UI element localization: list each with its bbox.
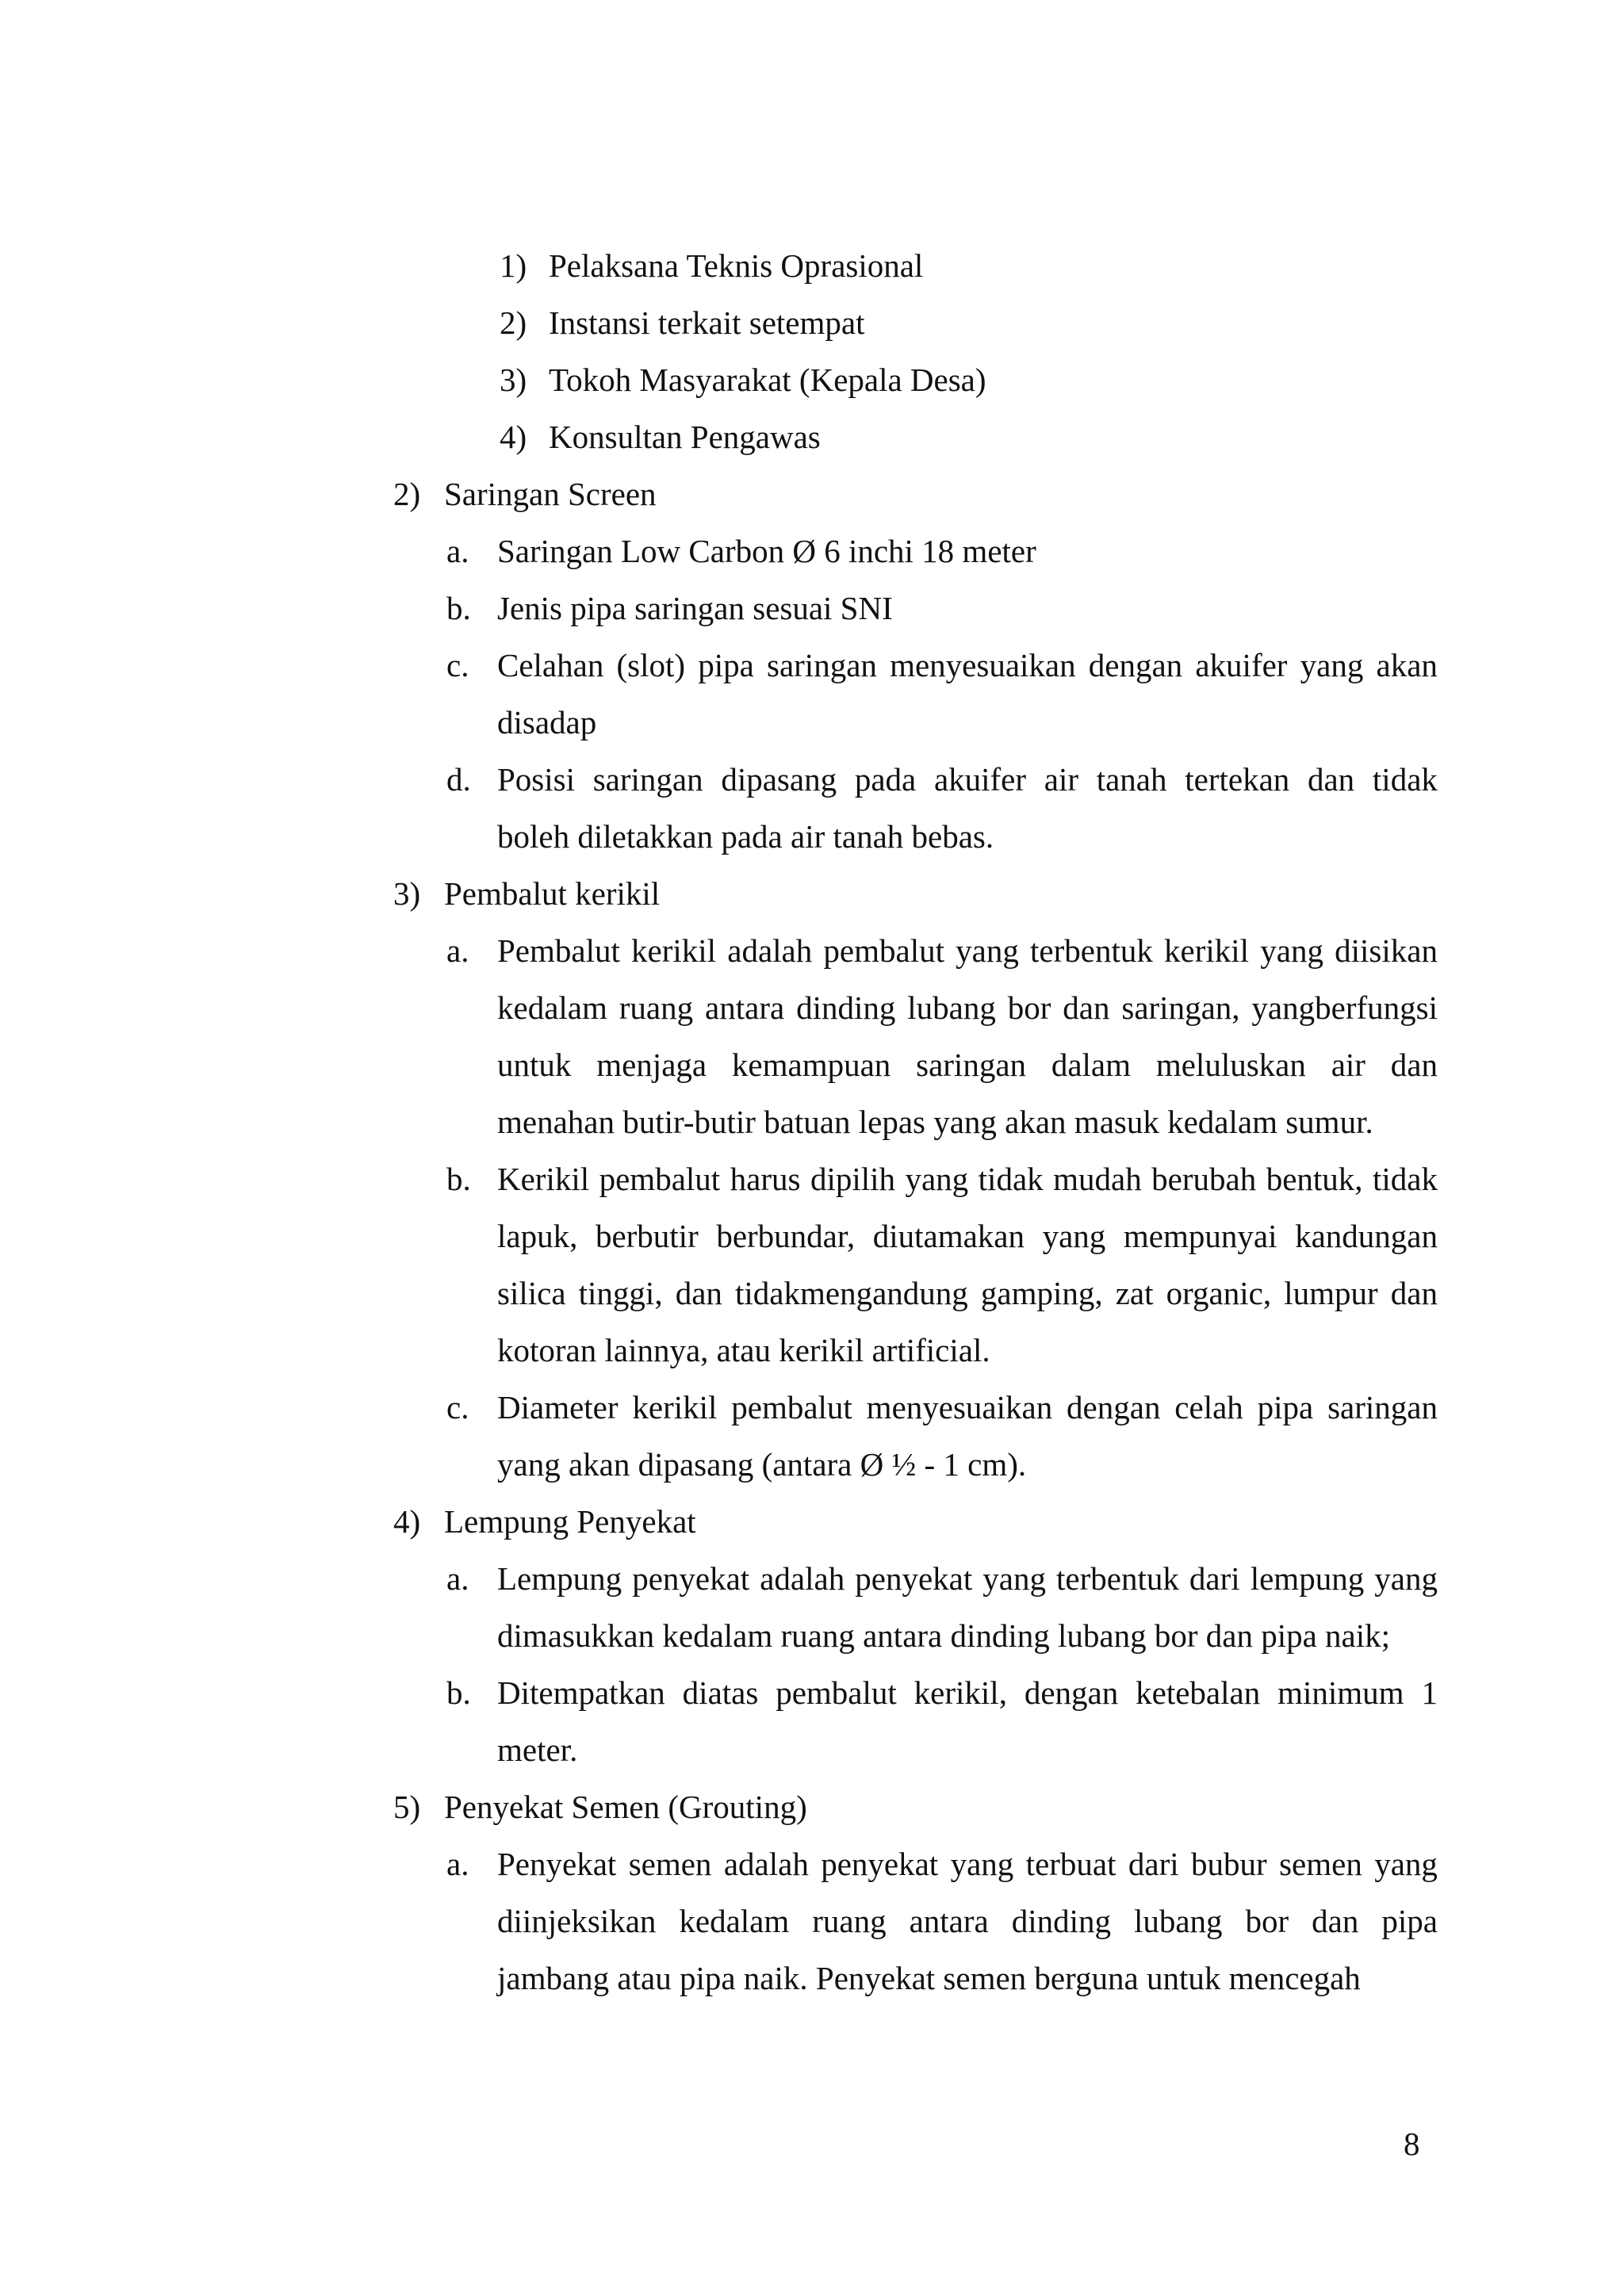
list-item-line	[0, 1559, 1624, 1617]
line-text: Lempung penyekat adalah penyekat yang terbentuk dari lempung yang	[497, 1560, 1438, 1597]
line-text: Ditempatkan diatas pembalut kerikil, dengan ketebalan minimum 1	[497, 1674, 1438, 1711]
line-text: menahan butir-butir batuan lepas yang akan masuk kedalam sumur.	[497, 1104, 1373, 1140]
section-heading	[0, 1502, 1624, 1559]
list-item-line	[0, 817, 1624, 874]
list-item-line	[0, 1617, 1624, 1674]
list-marker: 2)	[500, 304, 527, 341]
list-item-line	[0, 1217, 1624, 1274]
list-marker: a.	[446, 932, 469, 969]
list-marker: d.	[446, 761, 471, 798]
line-text: Lempung Penyekat	[444, 1503, 696, 1540]
list-marker: 4)	[500, 419, 527, 455]
list-marker: 3)	[393, 875, 421, 912]
section-heading	[0, 874, 1624, 932]
list-item-line	[0, 989, 1624, 1046]
list-marker: 4)	[393, 1503, 421, 1540]
line-text: Kerikil pembalut harus dipilih yang tidak mudah berubah bentuk, tidak	[497, 1161, 1438, 1197]
line-text: boleh diletakkan pada air tanah bebas.	[497, 818, 994, 855]
list-marker: 1)	[500, 247, 527, 284]
list-item-line	[0, 1731, 1624, 1788]
line-text: Diameter kerikil pembalut menyesuaikan dengan celah pipa saringan	[497, 1389, 1438, 1425]
list-marker: 5)	[393, 1789, 421, 1825]
line-text: Pelaksana Teknis Oprasional	[549, 247, 924, 284]
line-text: Jenis pipa saringan sesuai SNI	[497, 590, 893, 626]
list-item-line	[0, 1388, 1624, 1445]
sub-list-item	[0, 418, 1624, 475]
line-text: Celahan (slot) pipa saringan menyesuaikan dengan akuifer yang akan	[497, 647, 1438, 683]
line-text: kedalam ruang antara dinding lubang bor dan saringan, yangberfungsi	[497, 989, 1438, 1026]
page-number: 8	[1404, 2126, 1420, 2162]
line-text: dimasukkan kedalam ruang antara dinding lubang bor dan pipa naik;	[497, 1617, 1391, 1654]
line-text: Instansi terkait setempat	[549, 304, 865, 341]
line-text: silica tinggi, dan tidakmengandung gamping, zat organic, lumpur dan	[497, 1275, 1438, 1311]
line-text: Penyekat semen adalah penyekat yang terbuat dari bubur semen yang	[497, 1846, 1438, 1882]
list-marker: a.	[446, 1846, 469, 1882]
sub-list-item	[0, 247, 1624, 304]
list-item-line	[0, 589, 1624, 646]
list-item-line	[0, 532, 1624, 589]
line-text: meter.	[497, 1732, 578, 1768]
line-text: Konsultan Pengawas	[549, 419, 821, 455]
line-text: yang akan dipasang (antara Ø ½ - 1 cm).	[497, 1446, 1027, 1483]
list-marker: b.	[446, 1161, 471, 1197]
list-item-line	[0, 1959, 1624, 2016]
list-marker: a.	[446, 533, 469, 569]
list-marker: c.	[446, 1389, 469, 1425]
list-item-line	[0, 1902, 1624, 1959]
list-item-line	[0, 1160, 1624, 1217]
line-text: disadap	[497, 704, 597, 740]
line-text: untuk menjaga kemampuan saringan dalam meluluskan air dan	[497, 1047, 1438, 1083]
list-marker: c.	[446, 647, 469, 683]
line-text: Tokoh Masyarakat (Kepala Desa)	[549, 362, 986, 398]
line-text: Saringan Screen	[444, 476, 657, 512]
line-text: Pembalut kerikil adalah pembalut yang terbentuk kerikil yang diisikan	[497, 932, 1438, 969]
list-marker: b.	[446, 590, 471, 626]
sub-list-item	[0, 304, 1624, 361]
line-text: Pembalut kerikil	[444, 875, 661, 912]
line-text: Posisi saringan dipasang pada akuifer air tanah tertekan dan tidak	[497, 761, 1438, 798]
section-heading	[0, 1788, 1624, 1845]
list-item-line	[0, 1674, 1624, 1731]
list-item-line	[0, 646, 1624, 703]
section-heading	[0, 475, 1624, 532]
list-item-line	[0, 703, 1624, 760]
line-text: kotoran lainnya, atau kerikil artificial.	[497, 1332, 990, 1368]
line-text: lapuk, berbutir berbundar, diutamakan yang mempunyai kandungan	[497, 1218, 1438, 1254]
line-text: diinjeksikan kedalam ruang antara dinding lubang bor dan pipa	[497, 1903, 1438, 1939]
list-item-line	[0, 932, 1624, 989]
list-item-line	[0, 1845, 1624, 1902]
line-text: jambang atau pipa naik. Penyekat semen berguna untuk mencegah	[497, 1960, 1361, 1996]
list-marker: 3)	[500, 362, 527, 398]
list-item-line	[0, 1046, 1624, 1103]
list-marker: a.	[446, 1560, 469, 1597]
list-item-line	[0, 1331, 1624, 1388]
line-text: Saringan Low Carbon Ø 6 inchi 18 meter	[497, 533, 1036, 569]
line-text: Penyekat Semen (Grouting)	[444, 1789, 807, 1825]
list-item-line	[0, 1103, 1624, 1160]
list-item-line	[0, 760, 1624, 817]
list-item-line	[0, 1445, 1624, 1502]
list-item-line	[0, 1274, 1624, 1331]
sub-list-item	[0, 361, 1624, 418]
list-marker: b.	[446, 1674, 471, 1711]
list-marker: 2)	[393, 476, 421, 512]
